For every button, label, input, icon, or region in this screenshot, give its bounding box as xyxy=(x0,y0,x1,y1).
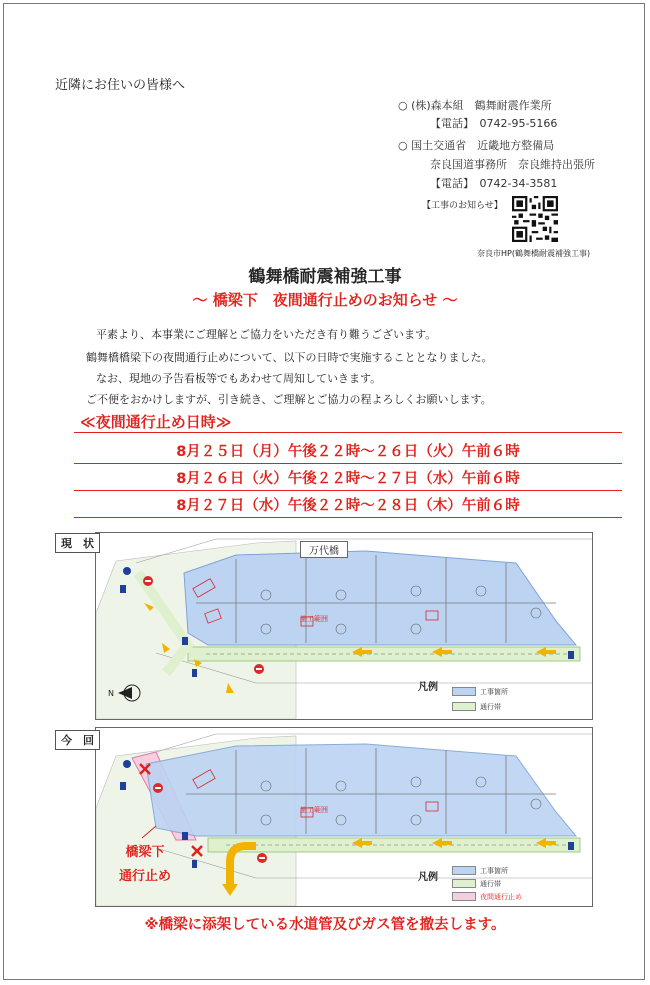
contact-2-office: 奈良国道事務所 奈良維持出張所 xyxy=(430,158,595,171)
notice-label: 【工事のお知らせ】 xyxy=(422,201,503,211)
footer-note: ※橋梁に添架している水道管及びガス管を撤去します。 xyxy=(144,917,506,933)
schedule-top-rule xyxy=(74,432,622,433)
legend-title-new: 凡例 xyxy=(418,872,438,883)
legend-lane-new: 通行帯 xyxy=(480,880,501,888)
contact-2-phone: 【電話】 0742-34-3581 xyxy=(430,177,558,190)
legend-swatch-work-new xyxy=(452,866,476,875)
label-new: 今 回 xyxy=(55,730,100,750)
map-new xyxy=(95,727,593,907)
legend-title-current: 凡例 xyxy=(418,682,438,693)
schedule-heading: ≪夜間通行止め日時≫ xyxy=(80,413,232,431)
label-current: 現 状 xyxy=(55,533,100,553)
body-line-1: 平素より、本事業にご理解とご協力をいただき有り難うございます。 xyxy=(96,328,437,341)
legend-swatch-closure xyxy=(452,892,476,901)
closure-label-line1: 橋梁下 xyxy=(125,845,165,860)
page-title: 鶴舞橋耐震補強工事 xyxy=(248,267,402,287)
svg-text:N: N xyxy=(108,689,114,698)
schedule-row-2: 8月２６日（火）午後２２時～２７日（水）午前６時 xyxy=(74,468,622,491)
schedule-row-3: 8月２７日（水）午後２２時～２８日（木）午前６時 xyxy=(74,495,622,518)
map-current-drawing xyxy=(96,533,592,719)
body-line-3: なお、現地の予告看板等でもあわせて周知していきます。 xyxy=(96,372,382,385)
qr-caption: 奈良市HP(鶴舞橋耐震補強工事) xyxy=(477,249,591,258)
work-area-label-new: 施工範囲 xyxy=(300,806,328,814)
page-subtitle: ～ 橋梁下 夜間通行止めのお知らせ ～ xyxy=(192,291,458,309)
body-line-4: ご不便をおかけしますが、引き続き、ご理解とご協力の程よろしくお願いします。 xyxy=(86,393,492,406)
work-area xyxy=(146,744,576,836)
contact-1-phone: 【電話】 0742-95-5166 xyxy=(430,117,558,130)
legend-lane: 通行帯 xyxy=(480,703,501,711)
bridge-name: 万代橋 xyxy=(300,541,348,558)
greeting: 近隣にお住いの皆様へ xyxy=(55,78,186,93)
legend-swatch-lane xyxy=(452,702,476,711)
schedule-row-1: 8月２５日（月）午後２２時～２６日（火）午前６時 xyxy=(74,441,622,464)
body-line-2: 鶴舞橋橋梁下の夜間通行止めについて、以下の日時で実施することとなりました。 xyxy=(86,351,493,364)
work-area-label: 施工範囲 xyxy=(300,615,328,623)
legend-closure: 夜間通行止め xyxy=(480,893,522,901)
legend-swatch-work xyxy=(452,687,476,696)
legend-work-new: 工事箇所 xyxy=(480,867,508,875)
contact-1-org: ○ (株)森本組 鶴舞耐震作業所 xyxy=(398,99,552,112)
closure-label-line2: 通行止め xyxy=(118,869,171,884)
map-current xyxy=(95,532,593,720)
contact-2-org: ○ 国土交通省 近畿地方整備局 xyxy=(398,139,555,152)
legend-swatch-lane-new xyxy=(452,879,476,888)
work-area xyxy=(184,551,576,645)
qr-code-icon[interactable] xyxy=(512,196,558,242)
legend-work: 工事箇所 xyxy=(480,688,508,696)
